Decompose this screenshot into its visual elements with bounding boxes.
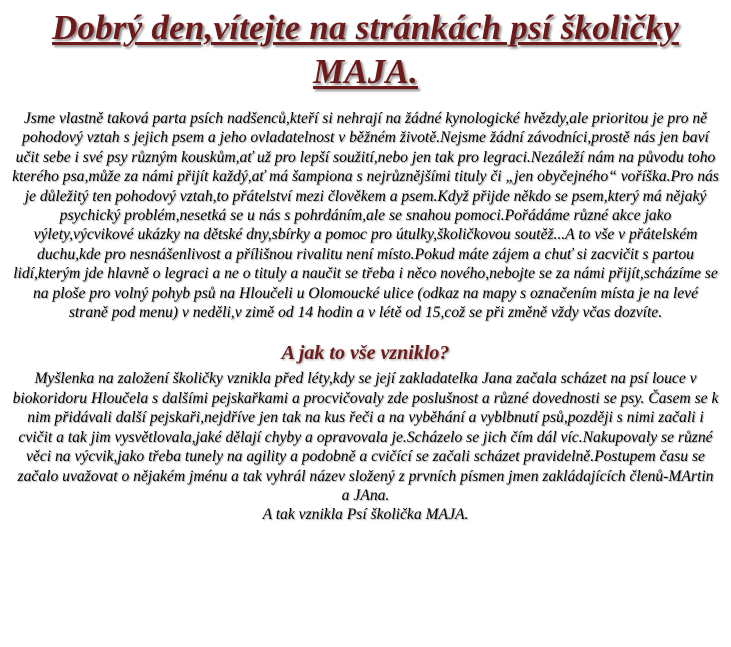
history-text: Myšlenka na založení školičky vznikla před léty,kdy se její zakladatelka Jana začala scházet na psí louce v biokoridoru Hloučela s dalšími pejskařkami a procvičovaly zde poslušnost a různé dovednosti se psy. Časem se k nim přidávali další pejskaři,nejdříve jen tak na kus řeči a na vyběhání a vyblbnutí psů,později s nimi začali i cvičit a tak jim vysvětlovala,jaké dělají chyby a opravovala je.Scházelo se jich čím dál víc.Nakupovaly se různé věci na výcvik,jako třeba tunely na agility a podobně a cvičící se začali scházet pravidelně.Postupem času se začalo uvažovat o nějakém jménu a tak vyhrál název složený z prvních písmen jmen zakládajících členů-MArtin a JAna. [12,370,719,504]
history-paragraph [12,369,719,524]
page-title [0,0,731,94]
section-heading: A jak to vše vzniklo? [281,342,450,365]
page-title-line1: Dobrý den,vítejte na stránkách psí školičky [52,8,679,47]
intro-paragraph: Jsme vlastně taková parta psích nadšenců,kteří si nehrají na žádné kynologické hvězdy,ale prioritou je pro ně pohodový vztah s jejich psem a jeho ovladatelnost v běžném životě.Nejsme žádní závodníci,prostě nás jen baví učit sebe i své psy různým kouskům,ať už pro lepší soužití,nebo jen tak pro legraci.Nezáleží nám na původu toho kterého psa,může za námi přijít každý,ať má šampiona s nejrůznějšími tituly či „jen obyčejného“ voříška.Pro nás je důležitý ten pohodový vztah,to přátelství mezi člověkem a psem.Když přijde někdo se psem,který má nějaký psychický problém,nesetká se u nás s pohrdáním,ale se snahou pomoci.Pořádáme různé akce jako výlety,výcvikové ukázky na dětské dny,sbírky a pomoc pro útulky,školičkovou soutěž...A to vše v přátelském duchu,kde pro nesnášenlivost a přílišnou rivalitu není místo.Pokud máte zájem a chuť si zacvičit s partou lidí,kterým jde hlavně o legraci a ne o tituly a naučit se třeba i něco nového,nebojte se za námi přijít,scházíme se na ploše pro volný pohyb psů na Hloučeli u Olomoucké ulice (odkaz na mapy s označením místa je na levé straně pod menu) v neděli,v zimě od 14 hodin a v létě od 15,což se při změně vždy včas dozvíte. [12,110,719,322]
history-closing-line: A tak vznikla Psí školička MAJA. [262,506,469,524]
page-title-line2: MAJA. [312,52,419,91]
